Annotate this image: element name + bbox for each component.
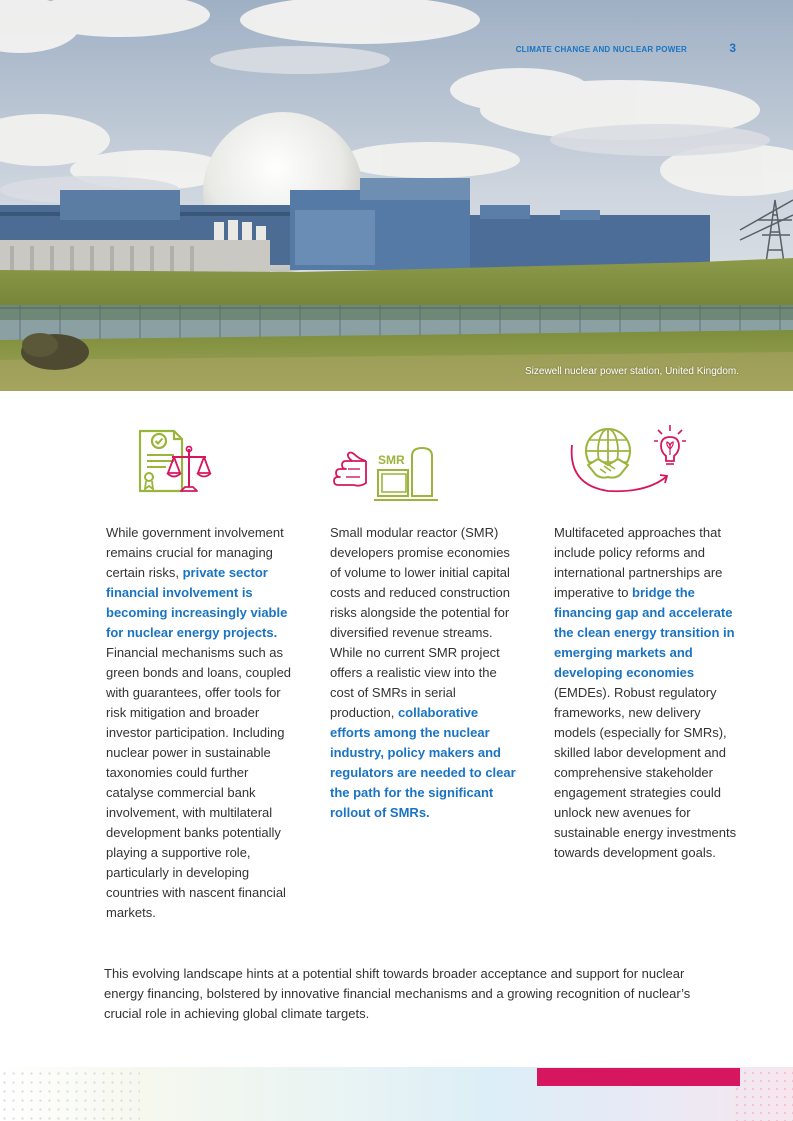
col3-text-1: Multifaceted approaches that include policy reforms and international partnerships are imperative to: [554, 525, 723, 600]
col2-text-1: Small modular reactor (SMR) developers promise economies of volume to lower initial capital costs and reduced construction risks alongside the potential for diversified revenue streams. While no current SMR project offers a realistic view into the cost of SMRs in serial production,: [330, 525, 510, 720]
globe-handshake-lightbulb-icon: [566, 421, 692, 497]
running-head: [0, 43, 793, 57]
col3-text-2: (EMDEs). Robust regulatory frameworks, new delivery models (especially for SMRs), skilled labor development and comprehensive stakeholder engagement strategies could unlock new avenues for sustainable energy investments towards development goals.: [554, 685, 737, 860]
sizewell-power-station-photo: [0, 0, 793, 391]
footer-dot-pattern-left: [0, 1069, 140, 1121]
page-number: 3: [729, 41, 736, 55]
footer-dot-pattern-right: [733, 1069, 793, 1121]
col2-highlight: collaborative efforts among the nuclear industry, policy makers and regulators are needed to clear the path for the significant rollout of SMRs.: [330, 705, 516, 820]
hero-photo: [0, 0, 793, 391]
footer-accent-bar: [537, 1068, 740, 1086]
col1-highlight: private sector financial involvement is becoming increasingly viable for nuclear energy projects.: [106, 565, 288, 640]
column-smr: [330, 523, 520, 823]
col1-text-1: While government involvement remains crucial for managing certain risks,: [106, 525, 284, 580]
running-title: CLIMATE CHANGE AND NUCLEAR POWER: [515, 45, 687, 54]
closing-paragraph: This evolving landscape hints at a potential shift towards broader acceptance and support for nuclear energy financing, bolstered by innovative financial mechanisms and a growing recognition of nuclear’s crucial role in achieving global climate targets.: [104, 966, 691, 1021]
smr-icon-label: SMR: [378, 453, 405, 467]
col3-highlight: bridge the financing gap and accelerate the clean energy transition in emerging markets and developing economies: [554, 585, 735, 680]
column-emde: [554, 523, 744, 863]
photo-caption: Sizewell nuclear power station, United Kingdom.: [525, 366, 739, 377]
col1-text-2: Financial mechanisms such as green bonds and loans, coupled with guarantees, offer tools for risk mitigation and broader investor participation. Including nuclear power in sustainable taxonomies could further catalyse commercial bank involvement, with multilateral development banks potentially playing a supportive role, particularly in developing countries with nascent financial markets.: [106, 645, 292, 920]
column-private-finance: [106, 523, 296, 923]
contract-scales-icon: [134, 427, 212, 497]
smr-hand-pointer-icon: [326, 444, 444, 504]
